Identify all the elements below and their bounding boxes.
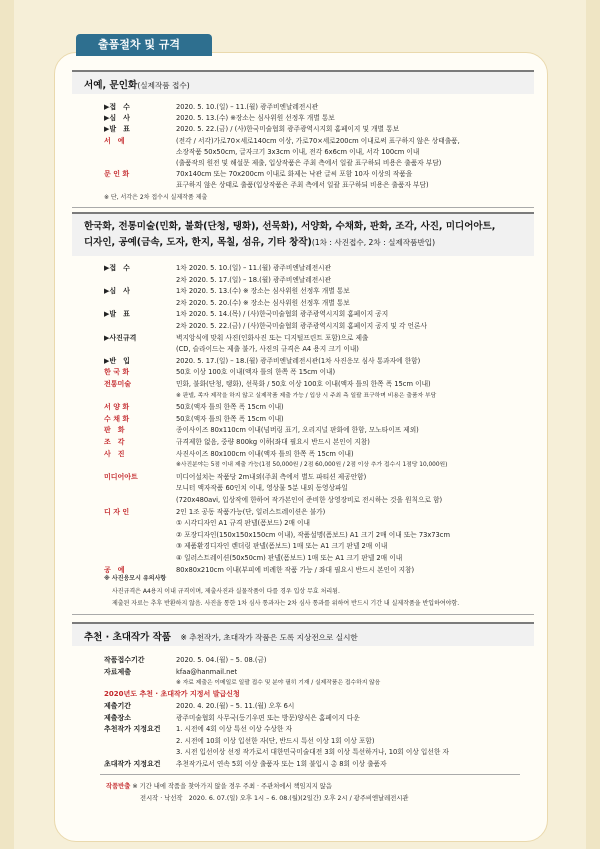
row-label: 서 양 화 xyxy=(104,403,130,412)
row-value: 2020. 4. 20.(월) – 5. 11.(월) 오후 6시 xyxy=(176,702,295,710)
row-value: 1차 2020. 5. 13.(수) ※ 장소는 심사위원 선정후 개별 통보 xyxy=(176,287,350,296)
row-value: ④ 일러스트레이션(50x50cm) 판넬(폼보드) 1매 또는 A1 크기 판넬 2매 이내 xyxy=(176,554,403,562)
row-label: 자료제출 xyxy=(104,667,132,676)
row-value: 규격제한 없음, 중량 800kg 이하(좌대 필요시 반드시 본인이 지참) xyxy=(176,438,370,446)
section-divider xyxy=(72,207,534,208)
row-value: 70x140cm 또는 70x200cm 이내로 화제는 낙관 글씨 포함 10자 이상의 작품을 xyxy=(176,170,413,179)
row-label: 서 예 xyxy=(104,136,125,145)
row-label: 전통미술 xyxy=(104,380,132,388)
row-value: 2020. 5. 22.(금) / (사)한국미술협회 광주광역시지회 홈페이지 및 개별 통보 xyxy=(176,125,400,134)
footer-divider xyxy=(100,774,520,775)
row-label: ▶사진규격 xyxy=(104,333,137,342)
row-label: ▶접 수 xyxy=(104,103,130,111)
row-value: 1차 2020. 5. 10.(일) – 11.(월) 광주비엔날레전시관 xyxy=(176,264,332,272)
row-label: 판 화 xyxy=(104,426,125,435)
section-title: 추천 · 초대작가 작품 xyxy=(84,632,171,643)
row-value: 2020. 5. 10.(일) – 11.(월) 광주비엔날레전시관 xyxy=(176,103,319,111)
row-value: 추천작가로서 연속 5회 이상 출품자 또는 1회 불입시 총 8회 이상 출품자 xyxy=(176,760,387,768)
row-value: 50호 이상 100호 이내(액자 틀의 한쪽 폭 15cm 이내) xyxy=(176,368,336,377)
row-label: ▶반 입 xyxy=(104,356,130,365)
row-label: 초대작가 지정요건 xyxy=(104,760,161,768)
row-value: 벽지앙식에 맞춰 사진(인화사진 또는 디지털프린트 포함)으로 제출 xyxy=(176,333,369,342)
row-value: 2020. 5. 04.(월) – 5. 08.(금) xyxy=(176,656,267,664)
row-label: 한 국 화 xyxy=(104,368,130,377)
section-heading-calligraphy xyxy=(72,70,534,94)
row-label: 조 각 xyxy=(104,438,125,446)
row-value: (출품작의 원전 및 해설문 제출, 입상작품은 주최 측에서 일괄 표구하되 비용은 출품자 부담) xyxy=(176,159,442,167)
row-label: 사 진 xyxy=(104,449,125,458)
row-value: 80x80x210cm 이내(부피에 비례한 작품 가능 / 좌대 필요시 반드시 본인이 지참) xyxy=(176,565,415,574)
photo-notice-line: 사진규격은 A4용지 이내 규격이며, 제출사진과 실물작품이 다를 경우 입상 무효 처리됨. xyxy=(112,588,340,595)
row-value: (CD, 슬라이드는 제출 불가, 사진의 규격은 A4 용지 크기 이내) xyxy=(176,345,359,354)
footer-line-1 xyxy=(106,782,332,792)
footer-label: 작품반출 xyxy=(106,783,131,790)
row-value: 2020. 5. 17.(일) – 18.(월) 광주비엔날레전시관(1차 사진응모 심사 통과자에 한함) xyxy=(176,356,421,365)
left-margin-band xyxy=(0,0,14,849)
row-value: (전각 / 서각)가로70×세로140cm 이상, 가로70×세로200cm 이내로써 표구하지 않은 상태출품, xyxy=(176,136,460,145)
row-value: 2차 2020. 5. 17.(일) – 18.(월) 광주비엔날레전시관 xyxy=(176,275,332,284)
section-note: ※ 단, 서각은 2차 접수시 실제작품 제출 xyxy=(104,194,208,201)
row-label: ▶발 표 xyxy=(104,310,130,319)
row-value: 소장작품 50x50cm, 글자크기 3x3cm 이내, 전각 6x6cm 이내, 서각 100cm 이내 xyxy=(176,147,420,156)
row-label: ▶심 사 xyxy=(104,287,130,296)
section-title: 한국화, 전통미술(민화, 불화(단청, 탱화), 선묵화), 서양화, 수채화, 판화, 조각, 사진, 미디어아트, xyxy=(84,221,496,232)
row-value: 표구하지 않은 상태로 출품(입상작품은 주최 측에서 일괄 표구하되 비용은 출품자 부담) xyxy=(176,181,429,190)
row-value: 3. 시전 입선이상 선정 작가로서 대한민국미술대전 3회 이상 특선하거나, 10회 이상 입선한 자 xyxy=(176,748,449,757)
section-tab: 출품절차 및 규격 xyxy=(76,34,212,56)
row-value: 2020. 5. 13.(수) ※장소는 심사위원 선정후 개별 통보 xyxy=(176,114,335,123)
section-title-line2: 디자인, 공예(금속, 도자, 한지, 목칠, 섬유, 기타 창작) xyxy=(84,237,312,248)
row-value: 1차 2020. 5. 14.(목) / (사)한국미술협회 광주광역시지회 홈페이지 공지 xyxy=(176,310,389,319)
row-label: 제출기간 xyxy=(104,702,132,710)
row-value: 모니터 액자작품 60인치 이내, 영상물 5분 내외 동영상파일 xyxy=(176,484,348,493)
row-value: 2차 2020. 5. 20.(수) ※ 장소는 심사위원 선정후 개별 통보 xyxy=(176,298,350,307)
photo-notice-title: ※ 사진응모시 유의사항 xyxy=(104,575,167,582)
row-value: 사진사이즈 80x100cm 이내(액자 틀의 한쪽 폭 15cm 이내) xyxy=(176,449,354,458)
section-divider xyxy=(72,614,534,615)
row-value: kfaa@hanmail.net xyxy=(176,667,238,676)
row-label: 문 인 화 xyxy=(104,170,130,179)
row-label: 수 채 화 xyxy=(104,414,130,423)
row-value: ① 시각디자인 A1 규격 판넬(폼보드) 2매 이내 xyxy=(176,519,310,528)
row-label: ▶심 사 xyxy=(104,114,130,123)
row-value: ※사진분야는 5점 이내 제출 가능(1점 50,000원 / 2점 60,000원 / 2점 이상 추가 접수시 1점당 10,000원) xyxy=(176,462,448,469)
section-subtitle: ※ 추천작가, 초대작가 작품은 도록 지상전으로 실시한 xyxy=(180,633,358,642)
footer-line-2: 전시작 · 낙선작 2020. 6. 07.(일) 오후 1시 – 6. 08.(월)(2일간) 오후 2시 / 광주비엔날레전시관 xyxy=(140,795,409,802)
row-value: 2차 2020. 5. 22.(금) / (사)한국미술협회 광주광역시지회 홈페이지 공지 및 각 언론사 xyxy=(176,322,427,330)
section-heading-invited-artists xyxy=(72,622,534,646)
row-value: 미디어설치는 작품당 2m내외(주최 측에서 별도 파티션 제공안함) xyxy=(176,472,367,481)
row-value: 50호(액자 틀의 한쪽 폭 15cm 이내) xyxy=(176,403,284,412)
row-label: 제출장소 xyxy=(104,713,132,722)
right-margin-band xyxy=(586,0,600,849)
row-label: 추천작가 지정요건 xyxy=(104,725,161,734)
footer-notice: ※ 기간 내에 작품을 찾아가지 않을 경우 주최 · 주관처에서 책임지지 않음 xyxy=(132,783,332,790)
section-heading-fine-arts xyxy=(72,212,534,256)
row-label: ▶발 표 xyxy=(104,125,130,134)
row-value: (720x480avi, 입상작에 한하여 작가본인이 준비한 상영장비로 전시하는 것을 원칙으로 함) xyxy=(176,496,443,504)
row-label: 디 자 인 xyxy=(104,507,130,516)
row-value: ※ 자료 제출은 이메일로 일괄 접수 및 분야 필히 기재 / 실제작품은 접수하지 않음 xyxy=(176,680,381,686)
row-value: ② 포장디자인(150x150x150cm 이내), 작품설명(폼보드) A1 크기 2매 이내 또는 73x73cm xyxy=(176,530,451,539)
section-subtitle: (실제작품 접수) xyxy=(137,81,190,90)
row-label: 작품접수기간 xyxy=(104,656,145,664)
section-subtitle: (1차 : 사진접수, 2차 : 실제작품반입) xyxy=(311,238,436,247)
row-value: 광주미술협회 사무국(등기우편 또는 방문)양식은 홈페이지 다운 xyxy=(176,713,360,722)
row-value: 2. 시전에 10회 이상 입선한 자(단, 반드시 특선 이상 1회 이상 포함) xyxy=(176,736,375,745)
row-value: ③ 제품환경디자인 렌더링 판넬(폼보드) 1매 또는 A1 크기 판넬 2매 이내 xyxy=(176,542,388,551)
certificate-application-heading: 2020년도 추천 · 초대작가 지정서 발급신청 xyxy=(104,690,240,698)
row-value: ※ 판넬, 족자 제작을 하지 않고 실제작품 제출 가능 / 입상 시 주최 측 일괄 표구하며 비용은 출품자 부담 xyxy=(176,392,437,399)
row-value: 1. 시전에 4회 이상 특선 이상 수상한 자 xyxy=(176,725,292,734)
row-value: 2인 1조 공동 작품가능(단, 일러스트레이션은 불가) xyxy=(176,507,326,516)
row-value: 50호(액자 틀의 한쪽 폭 15cm 이내) xyxy=(176,414,284,423)
row-label: 공 예 xyxy=(104,565,125,574)
row-value: 민화, 불화(단청, 탱화), 선묵화 / 50호 이상 100호 이내(액자 틀의 한쪽 폭 15cm 이내) xyxy=(176,380,431,388)
row-label: 미디어아트 xyxy=(104,472,138,481)
row-label: ▶접 수 xyxy=(104,264,130,272)
section-title: 서예, 문인화 xyxy=(84,80,138,91)
photo-notice-line: 제출된 자료는 추후 반환하지 않음. 사진을 통한 1차 심사 통과자는 2차 심사 통과를 위하여 반드시 기간 내 실제작품을 반입하여야함. xyxy=(112,600,460,607)
row-value: 종이사이즈 80x110cm 이내(넘버링 표기, 오리지널 판화에 한함, 모노타이프 제외) xyxy=(176,426,419,435)
